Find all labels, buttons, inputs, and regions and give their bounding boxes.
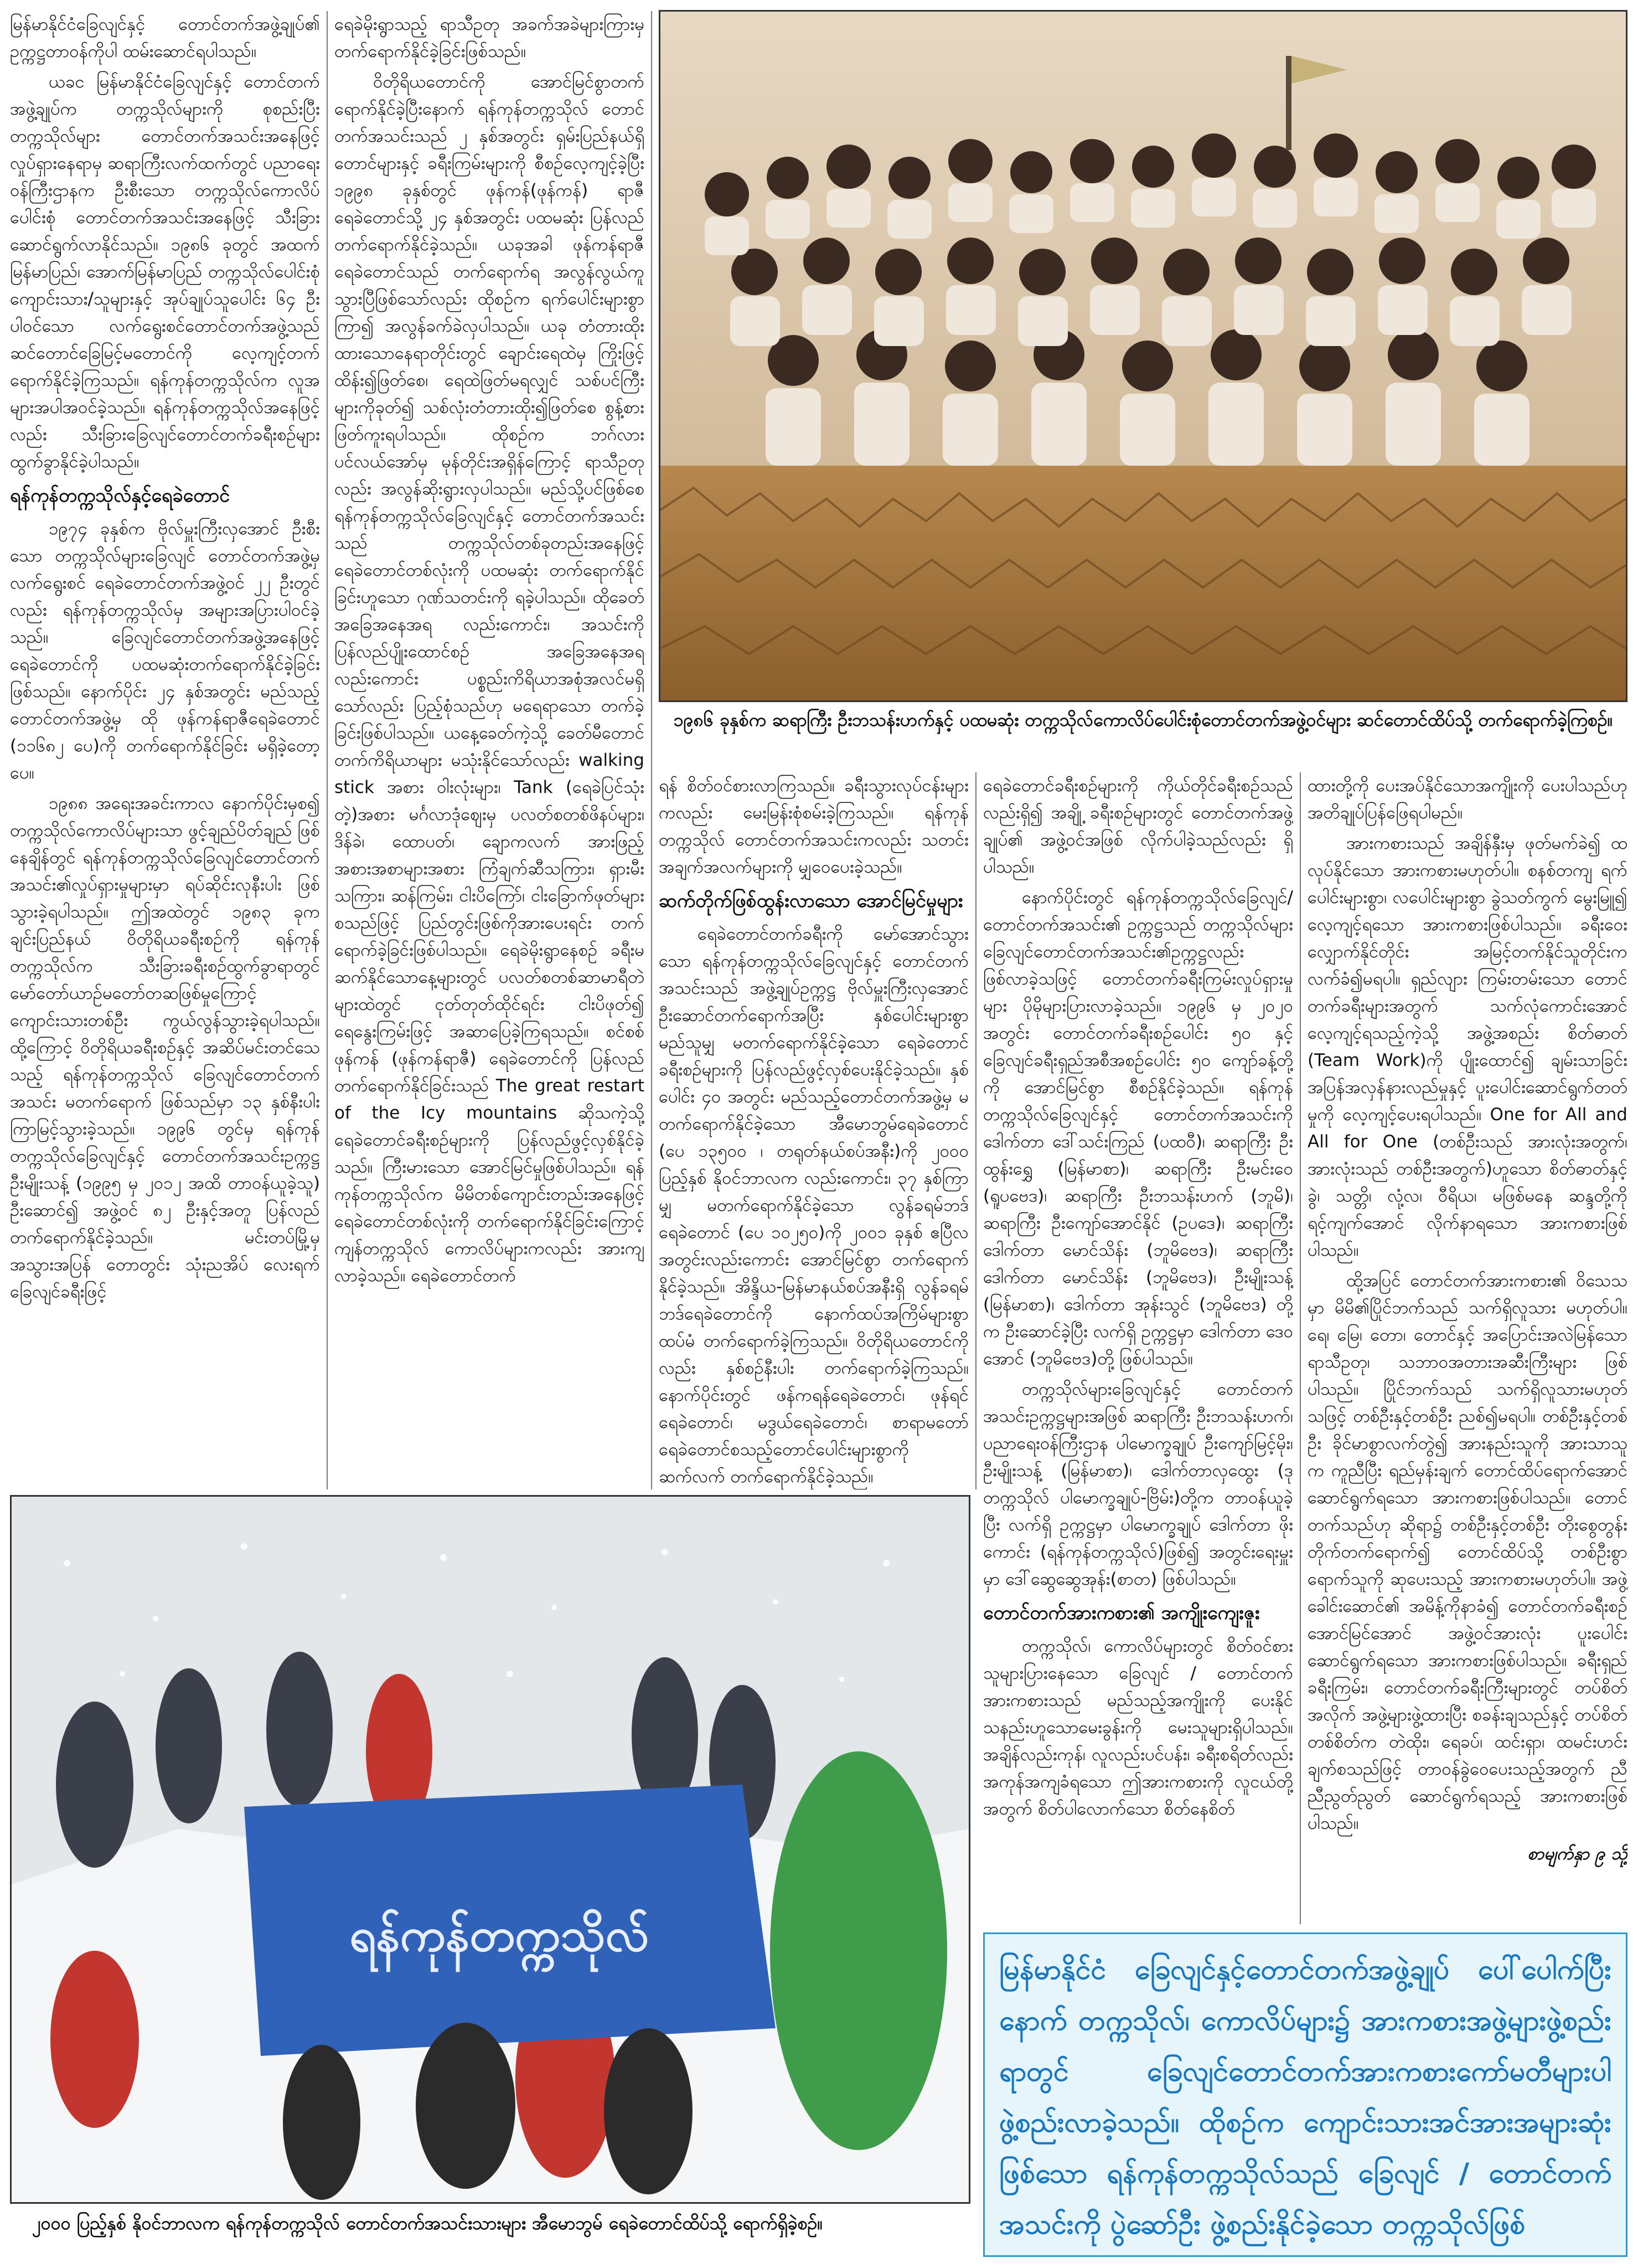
paragraph: ထို့အပြင် တောင်တက်အားကစား၏ ဝိသေသမှာ မိမိ၏ပြိုင်ဘက်သည် သက်ရှိလူသား မဟုတ်ပါ။ ရေ၊ မြေ၊ တော၊ တောင်နှင့် အပြောင်းအလဲမြန်သော ရာသီဥတု၊ သဘာဝအတားအဆီးကြီးများ ဖြစ်ပါသည်။ ပြိုင်ဘက်သည် သက်ရှိလူသားမဟုတ်သဖြင့် တစ်ဦးနှင့်တစ်ဦး ညစ်၍မရပါ။ တစ်ဦးနှင့်တစ်ဦး ခိုင်မာစွာလက်တွဲ၍ အားနည်းသူကို အားသာသူက ကူညီပြီး ရည်မှန်းချက် တောင်ထိပ်ရောက်အောင် ဆောင်ရွက်ရသော အားကစားဖြစ်ပါသည်။ တောင်တက်သည်ဟု ဆိုရာ၌ တစ်ဦးနှင့်တစ်ဦး တိုးစွေတွန်းတိုက်တက်ရောက်၍ တောင်ထိပ်သို့ တစ်ဦးစွာ ရောက်သူကို ဆုပေးသည့် အားကစားမဟုတ်ပါ။ အဖွဲ့ခေါင်းဆောင်၏ အမိန့်ကိုနာခံ၍ တောင်တက်ခရီးစဉ် အောင်မြင်အောင် အဖွဲ့ဝင်အားလုံး ပူးပေါင်းဆောင်ရွက်ရသော အားကစားဖြစ်ပါသည်။ ခရီးရှည်ခရီးကြမ်း၊ တောင်တက်ခရီးကြီးများတွင် တပ်စိတ်အလိုက် အဖွဲ့များဖွဲ့ထားပြီး စခန်းချသည်နှင့် တပ်စိတ်တစ်စိတ်က တဲထိုး၊ ရေခပ်၊ ထင်းရှာ၊ ထမင်းဟင်းချက်စသည်ဖြင့် တာဝန်ခွဲဝေပေးသည့်အတွက် ညီညီညွတ်ညွတ် ဆောင်ရွက်ရသည့် အားကစားဖြစ်ပါသည်။ bbox=[1308, 1271, 1627, 1833]
column-divider bbox=[975, 772, 976, 1489]
article-column-4 bbox=[983, 772, 1293, 1924]
continued-on-page: စာမျက်နှာ ၉ သို့ bbox=[1527, 1844, 1627, 1864]
group-photo-illustration bbox=[660, 12, 1626, 700]
summit-banner-text: ရန်ကုန်တက္ကသိုလ် bbox=[349, 1908, 649, 1962]
paragraph: ယခင မြန်မာနိုင်ငံခြေလျင်နှင့် တောင်တက်အဖွဲ့ချုပ်က တက္ကသိုလ်များကို စုစည်းပြီး တက္ကသိုလ်များ တောင်တက်အသင်းအနေဖြင့် လှုပ်ရှားနေရာမှ ဆရာကြီးလက်ထက်တွင် ပညာရေးဝန်ကြီးဌာနက ဦးစီးသော တက္ကသိုလ်ကောလိပ်ပေါင်းစုံ တောင်တက်အသင်းအနေဖြင့် သီးခြားဆောင်ရွက်လာနိုင်သည်။ ၁၉၈၆ ခုတွင် အထက်မြန်မာပြည်၊ အောက်မြန်မာပြည် တက္ကသိုလ်ပေါင်းစုံ ကျောင်းသား/သူများနှင့် အုပ်ချုပ်သူပေါင်း ၆၄ ဦးပါဝင်သော လက်ရွေးစင်တောင်တက်အဖွဲ့သည် ဆင်တောင်ခြေမြင့်မတောင်ကို လေ့ကျင့်တက်ရောက်နိုင်ခဲ့ကြသည်။ ရန်ကုန်တက္ကသိုလ်က လူအများအပါအဝင်ခဲ့သည်။ ရန်ကုန်တက္ကသိုလ်အနေဖြင့်လည်း သီးခြားခြေလျင်တောင်တက်ခရီးစဉ်များ ထွက်ခွာနိုင်ခဲ့ပါသည်။ bbox=[10, 72, 320, 472]
article-column-5 bbox=[1308, 772, 1627, 1924]
article-column-1 bbox=[10, 11, 320, 1489]
pull-quote-box: မြန်မာနိုင်ငံ ခြေလျင်နှင့်တောင်တက်အဖွဲ့ချုပ် ပေါ်ပေါက်ပြီးနောက် တက္ကသိုလ်၊ ကောလိပ်များ၌ အားကစားအဖွဲ့များဖွဲ့စည်းရာတွင် ခြေလျင်တောင်တက်အားကစားကော်မတီများပါ ဖွဲ့စည်းလာခဲ့သည်။ ထိုစဉ်က ကျောင်းသားအင်အားအများဆုံးဖြစ်သော ရန်ကုန်တက္ကသိုလ်သည် ခြေလျင် / တောင်တက်အသင်းကို ပွဲဆော်ဦး ဖွဲ့စည်းနိုင်ခဲ့သော တက္ကသိုလ်ဖြစ် bbox=[983, 1932, 1627, 2257]
paragraph: အားကစားသည် အချိန်နှီးမှ ဖုတ်မက်ခဲ၍ ထလုပ်နိုင်သော အားကစားမဟုတ်ပါ။ စနစ်တကျ ရက်ပေါင်းများစွာ၊ လပေါင်းများစွာ ခွဲသတ်ကွက် မွေးမြူ၍ လေ့ကျင့်ရသော အားကစားဖြစ်ပါသည်။ ခရီးဝေးလျှောက်နိုင်တိုင်း အမြင့်တက်နိုင်သူတိုင်းက လက်ခံ၍မရပါ။ ရှည်လျား ကြမ်းတမ်းသော တောင်တက်ခရီးများအတွက် သက်လုံကောင်းအောင် လေ့ကျင့်ရသည့်ကဲ့သို့ အဖွဲ့အစည်း စိတ်ဓာတ် (Team Work)ကို ပျိုးထောင်၍ ချမ်းသာခြင်း အပြန်အလှန်နားလည်မှုနှင့် ပူးပေါင်းဆောင်ရွက်တတ်မှုကို လေ့ကျင့်ပေးရပါသည်။ One for All and All for One (တစ်ဦးသည် အားလုံးအတွက်၊ အားလုံးသည် တစ်ဦးအတွက်)ဟူသော စိတ်ဓာတ်နှင့် ခွဲ၊ သတ္တိ၊ လုံ့လ၊ ဝီရိယ၊ မဖြစ်မနေ ဆန္ဒတို့ကို ရင့်ကျက်အောင် လိုက်နာရသော အားကစားဖြစ်ပါသည်။ bbox=[1308, 833, 1627, 1260]
paragraph: ၁၉၇၄ ခုနှစ်က ဗိုလ်မှူးကြီးလှအောင် ဦးစီးသော တက္ကသိုလ်များခြေလျင် တောင်တက်အဖွဲ့မှ လက်ရွေးစင် ရေခဲတောင်တက်အဖွဲ့ဝင် ၂၂ ဦးတွင်လည်း ရန်ကုန်တက္ကသိုလ်မှ အများအပြားပါဝင်ခဲ့သည်။ ခြေလျင်တောင်တက်အဖွဲ့အနေဖြင့် ရေခဲတောင်ကို ပထမဆုံးတက်ရောက်နိုင်ခဲ့ခြင်း ဖြစ်သည်။ နောက်ပိုင်း ၂၄ နှစ်အတွင်း မည်သည့်တောင်တက်အဖွဲ့မှ ထို ဖုန်ကန်ရာဇီရေခဲတောင် (၁၁၆၈၂ ပေ)ကို တက်ရောက်နိုင်ခြင်း မရှိခဲ့တော့ပေ။ bbox=[10, 519, 320, 783]
section-heading: တောင်တက်အားကစား၏ အကျိုးကျေးဇူး bbox=[983, 1602, 1260, 1624]
paragraph: တက္ကသိုလ်များခြေလျင်နှင့် တောင်တက်အသင်းဥက္ကဋ္ဌများအဖြစ် ဆရာကြီး ဦးဘသန်းဟက်၊ ပညာရေးဝန်ကြီးဌာန ပါမောက္ခချုပ် ဦးကျော်မြင့်မိုး၊ ဦးမျိုးသန့် (မြန်မာစာ)၊ ဒေါက်တာလှထွေး (ဒုတက္ကသိုလ် ပါမောက္ခချုပ်-ဗြိမ်း)တို့က တာဝန်ယူခဲ့ပြီး လက်ရှိ ဥက္ကဋ္ဌမှာ ပါမောက္ခချုပ် ဒေါက်တာ ဖိုးကောင်း (ရန်ကုန်တက္ကသိုလ်)ဖြစ်၍ အတွင်းရေးမှူးမှာ ဒေါ်ဆွေဆွေအုန်း(စာတ) ဖြစ်ပါသည်။ bbox=[983, 1379, 1293, 1589]
article-column-3 bbox=[659, 772, 969, 1489]
column-divider bbox=[651, 11, 652, 1489]
section-heading: ဆက်တိုက်ဖြစ်ထွန်းလာသော အောင်မြင်မှုများ bbox=[659, 890, 963, 912]
expedition-group-photo bbox=[659, 10, 1627, 702]
column-divider bbox=[1300, 772, 1301, 1924]
column-divider bbox=[327, 11, 328, 1489]
paragraph: ရေခဲမိုးရွာသည့် ရာသီဥတု အခက်အခဲများကြားမှ တက်ရောက်နိုင်ခဲ့ခြင်းဖြစ်သည်။ bbox=[334, 14, 644, 61]
paragraph: ရေခဲတောင်ခရီးစဉ်များကို ကိုယ်တိုင်ခရီးစဉ်သည်လည်းရှိ၍ အချို့ ခရီးစဉ်များတွင် တောင်တက်အဖွဲ့ချုပ်၏ အဖွဲ့ဝင်အဖြစ် လိုက်ပါခဲ့သည်လည်း ရှိပါသည်။ bbox=[983, 776, 1293, 877]
paragraph: ရေခဲတောင်တက်ခရီးကို မော်အောင်သွားသော ရန်ကုန်တက္ကသိုလ်ခြေလျင်နှင့် တောင်တက်အသင်းသည် အဖွဲ့ချုပ်ဥက္ကဋ္ဌ ဗိုလ်မှူးကြီးလှအောင် ဦးဆောင်တက်ရောက်အပြီး နှစ်ပေါင်းများစွာ မည်သူမျှ မတက်ရောက်နိုင်ခဲ့သော ရေခဲတောင်ခရီးစဉ်များကို ပြန်လည်ဖွင့်လှစ်ပေးနိုင်ခဲ့သည်။ နှစ်ပေါင်း ၄၀ အတွင်း မည်သည့်တောင်တက်အဖွဲ့မှ မတက်ရောက်နိုင်ခဲ့သော အီမောဘွမ်ရေခဲတောင် (ပေ ၁၃၅၀၀ ၊ တရုတ်နယ်စပ်အနီး)ကို ၂၀၀၀ ပြည့်နှစ် နိုဝင်ဘာလက လည်းကောင်း၊ ၃၇ နှစ်ကြာမျှ မတက်ရောက်နိုင်ခဲ့သော လွန်ခရမ်ဘဒ်ရေခဲတောင် (ပေ ၁၀၂၅၀)ကို ၂၀၀၁ ခုနှစ် ဧပြီလအတွင်းလည်းကောင်း အောင်မြင်စွာ တက်ရောက်နိုင်ခဲ့သည်။ အိန္ဒိယ-မြန်မာနယ်စပ်အနီးရှိ လွန်ခရမ်ဘဒ်ရေခဲတောင်ကို နောက်ထပ်အကြိမ်များစွာ ထပ်မံ တက်ရောက်ခဲ့ကြသည်။ ဝိတိုရိယတောင်ကိုလည်း နှစ်စဉ်နီးပါး တက်ရောက်ခဲ့ကြသည်။ နောက်ပိုင်းတွင် ဖန်ကရန်ရေခဲတောင်၊ ဖုန်ရင်ရေခဲတောင်၊ မဒွယ်ရေခဲတောင်၊ စာရာမတော်ရေခဲတောင်စသည့်တောင်ပေါင်းများစွာကို ဆက်လက် တက်ရောက်နိုင်ခဲ့သည်။ bbox=[659, 924, 969, 1487]
top-photo-caption: ၁၉၈၆ ခုနှစ်က ဆရာကြီး ဦးဘသန်းဟက်နှင့် ပထမဆုံး တက္ကသိုလ်ကောလိပ်ပေါင်းစုံတောင်တက်အဖွဲ့ဝင်များ ဆင်တောင်ထိပ်သို့ တက်ရောက်ခဲ့ကြစဉ်။ bbox=[659, 703, 1627, 764]
paragraph: ၁၉၈၈ အရေးအခင်းကာလ နောက်ပိုင်းမှစ၍ တက္ကသိုလ်ကောလိပ်များသာ ဖွင့်ချည်ပိတ်ချည် ဖြစ်နေချိန်တွင် ရန်ကုန်တက္ကသိုလ်ခြေလျင်တောင်တက်အသင်း၏လှုပ်ရှားမှုများမှာ ရပ်ဆိုင်းလုနီးပါး ဖြစ်သွားခဲ့ရပါသည်။ ဤအထဲတွင် ၁၉၈၃ ခုက ချင်းပြည်နယ် ဝိတိုရိယခရီးစဉ်ကို ရန်ကုန်တက္ကသိုလ်က သီးခြားခရီးစဉ်ထွက်ခွာရာတွင် မော်တော်ယာဉ်မတော်တဆဖြစ်မှုကြောင့် ကျောင်းသားတစ်ဦး ကွယ်လွန်သွားခဲ့ရပါသည်။ ထို့ကြောင့် ဝိတိုရိယခရီးစဉ်နှင့် အဆိပ်မင်းတင်သေသည့် ရန်ကုန်တက္ကသိုလ် ခြေလျင်တောင်တက်အသင်း မတက်ရောက် ဖြစ်သည်မှာ ၁၃ နှစ်နီးပါး ကြာမြင့်သွားခဲ့သည်။ ၁၉၉၆ တွင်မှ ရန်ကုန်တက္ကသိုလ်ခြေလျင်နှင့် တောင်တက်အသင်းဥက္ကဋ္ဌ ဦးမျိုးသန့် (၁၉၉၅ မှ ၂၀၁၂ အထိ တာဝန်ယူခဲ့သူ) ဦးဆောင်၍ အဖွဲ့ဝင် ၈၂ ဦးနှင့်အတူ ပြန်လည် တက်ရောက်နိုင်ခဲ့သည်။ မင်းတပ်မြို့မှ အသွားအပြန် တောတွင်း သုံးညအိပ် လေးရက် ခြေလျင်ခရီးဖြင့် bbox=[10, 793, 320, 1302]
section-heading: ရန်ကုန်တက္ကသိုလ်နှင့်ရေခဲတောင် bbox=[10, 484, 230, 507]
paragraph: ဝိတိုရိယတောင်ကို အောင်မြင်စွာတက်ရောက်နိုင်ခဲ့ပြီးနောက် ရန်ကုန်တက္ကသိုလ် တောင်တက်အသင်းသည် ၂ နှစ်အတွင်း ရှမ်းပြည်နယ်ရှိ တောင်များနှင့် ခရီးကြမ်းများကို စီစဉ်လေ့ကျင့်ခဲ့ပြီး ၁၉၉၈ ခုနှစ်တွင် ဖုန်ကန်(ဖုန်ကန်) ရာဇီ ရေခဲတောင်သို့ ၂၄ နှစ်အတွင်း ပထမဆုံး ပြန်လည်တက်ရောက်နိုင်ခဲ့သည်။ ယခုအခါ ဖုန်ကန်ရာဇီ ရေခဲတောင်သည် တက်ရောက်ရ အလွန်လွယ်ကူသွားပြီဖြစ်သော်လည်း ထိုစဉ်က ရက်ပေါင်းများစွာကြာ၍ အလွန်ခက်ခဲလှပါသည်။ ယခု တံတားထိုးထားသောနေရာတိုင်းတွင် ချောင်းရေထဲမှ ကြိုးဖြင့်ထိန်း၍ဖြတ်စေ၊ ရေထဲဖြတ်မရလျှင် သစ်ပင်ကြီးများကိုခုတ်၍ သစ်လုံးတံတားထိုး၍ဖြတ်စေ စွန့်စားဖြတ်ကူးရပါသည်။ ထိုစဉ်က ဘဂ်လားပင်လယ်အော်မှ မုန်တိုင်းအရှိန်ကြောင့် ရာသီဥတုလည်း အလွန်ဆိုးရွားလှပါသည်။ မည်သို့ပင်ဖြစ်စေ ရန်ကုန်တက္ကသိုလ်ခြေလျင်နှင့် တောင်တက်အသင်းသည် တက္ကသိုလ်တစ်ခုတည်းအနေဖြင့် ရေခဲတောင်တစ်လုံးကို ပထမဆုံး တက်ရောက်နိုင်ခြင်းဟူသော ဂုဏ်သတင်းကို ရခဲ့ပါသည်။ ထိုခေတ် အခြေအနေအရ လည်းကောင်း၊ အသင်းကိုပြန်လည်ပျိုးထောင်စဉ် အခြေအနေအရလည်းကောင်း ပစ္စည်းကိရိယာအစုံအလင်မရှိသော်လည်း ပြည့်စုံသည်ဟု မရေရာသော တက်ခဲ့ခြင်းဖြစ်ပါသည်။ ယနေ့ခေတ်ကဲ့သို့ ခေတ်မီတောင်တက်ကိရိယာများ မသုံးနိုင်သော်လည်း walking stick အစား ဝါးလုံးများ၊ Tank (ရေခဲပြင်သုံးတဲ့)အစား မင်္ဂလာဒုံဈေးမှ ပလတ်စတစ်ဖိနပ်များ၊ ဒိန်ခဲ၊ ထောပတ်၊ ချောကလက် အားဖြည့်အစားအစာများအစား ကြံချက်ဆီသကြား၊ ရှားမီးသကြား၊ ဆန်ကြမ်း၊ ငါးပိကြော်၊ ငါးခြောက်ဖုတ်များ စသည်ဖြင့် ပြည်တွင်းဖြစ်ကိုအားပေးရင်း တက်ရောက်ခဲ့ခြင်းဖြစ်ပါသည်။ ရေခဲမိုးရွာနေစဉ် ခရီးမဆက်နိုင်သောနေ့များတွင် ပလတ်စတစ်ဆာမာရီတဲများထဲတွင် ငုတ်တုတ်ထိုင်ရင်း ငါးပိဖုတ်၍ ရေနွေးကြမ်းဖြင့် အဆာပြေခဲ့ကြရသည်။ စင်စစ် ဖုန်ကန် (ဖုန်ကန်ရာဇီ) ရေခဲတောင်ကို ပြန်လည်တက်ရောက်နိုင်ခြင်းသည် The great restart of the Icy mountains ဆိုသကဲ့သို့ ရေခဲတောင်ခရီးစဉ်များကို ပြန်လည်ဖွင့်လှစ်နိုင်ခဲ့သည်။ ကြီးမားသော အောင်မြင်မှုဖြစ်ပါသည်။ ရန်ကုန်တက္ကသိုလ်က မိမိတစ်ကျောင်းတည်းအနေဖြင့် ရေခဲတောင်တစ်လုံးကို တက်ရောက်နိုင်ခြင်းကြောင့် ကျန်တက္ကသိုလ် ကောလိပ်များကလည်း အားကျလာခဲ့သည်။ ရေခဲတောင်တက် bbox=[334, 72, 644, 1286]
paragraph: ရန် စိတ်ဝင်စားလာကြသည်။ ခရီးသွားလုပ်ငန်းများကလည်း မေးမြန်းစုံစမ်းခဲ့ကြသည်။ ရန်ကုန်တက္ကသိုလ် တောင်တက်အသင်းကလည်း သတင်းအချက်အလက်များကို မျှဝေပေးခဲ့သည်။ bbox=[659, 776, 969, 877]
paragraph: ထားတို့ကို ပေးအပ်နိုင်သောအကျိုးကို ပေးပါသည်ဟု အတိချုပ်ပြန်ဖြေရပါမည်။ bbox=[1308, 776, 1627, 823]
summit-photo-illustration bbox=[12, 1497, 969, 2202]
article-column-2 bbox=[334, 11, 644, 1489]
paragraph: မြန်မာနိုင်ငံခြေလျင်နှင့် တောင်တက်အဖွဲ့ချုပ်၏ ဥက္ကဋ္ဌတာဝန်ကိုပါ ထမ်းဆောင်ရပါသည်။ bbox=[10, 14, 320, 61]
paragraph: နောက်ပိုင်းတွင် ရန်ကုန်တက္ကသိုလ်ခြေလျင်/တောင်တက်အသင်း၏ ဥက္ကဋ္ဌသည် တက္ကသိုလ်များခြေလျင်တောင်တက်အသင်း၏ဥက္ကဋ္ဌလည်း ဖြစ်လာခဲ့သဖြင့် တောင်တက်ခရီးကြမ်းလှုပ်ရှားမှုများ ပိုမိုများပြားလာခဲ့သည်။ ၁၉၉၆ မှ ၂၀၂၀ အတွင်း တောင်တက်ခရီးစဉ်ပေါင်း ၅၀ နှင့် ခြေလျင်ခရီးရှည်အစီအစဉ်ပေါင်း ၅၀ ကျော်ခန့်တို့ကို အောင်မြင်စွာ စီစဉ်နိုင်ခဲ့သည်။ ရန်ကုန်တက္ကသိုလ်ခြေလျင်နှင့် တောင်တက်အသင်းကို ဒေါက်တာ ဒေါ်သင်းကြည် (ပထဝီ)၊ ဆရာကြီး ဦးထွန်းရွှေ (မြန်မာစာ)၊ ဆရာကြီး ဦးမင်းဝေ (ရူပဗေဒ)၊ ဆရာကြီး ဦးဘသန်းဟက် (ဘူမိ)၊ ဆရာကြီး ဦးကျော်အောင်နိုင် (ဥပဒေ)၊ ဆရာကြီး ဒေါက်တာ မောင်သိန်း (ဘူမိဗေဒ)၊ ဆရာကြီး ဒေါက်တာ မောင်သိန်း (ဘူမိဗေဒ)၊ ဦးမျိုးသန့် (မြန်မာစာ)၊ ဒေါက်တာ အုန်းသွင် (ဘူမိဗေဒ) တို့က ဦးဆောင်ခဲ့ပြီး လက်ရှိ ဥက္ကဋ္ဌမှာ ဒေါက်တာ ဒေဝအောင် (ဘူမိဗေဒ)တို့ ဖြစ်ပါသည်။ bbox=[983, 888, 1293, 1369]
bottom-photo-caption: ၂၀၀၀ ပြည့်နှစ် နိုဝင်ဘာလက ရန်ကုန်တက္ကသိုလ် တောင်တက်အသင်းသားများ အီမောဘွမ် ရေခဲတောင်ထိပ်သို့ ရောက်ရှိခဲ့စဉ်။ bbox=[10, 2207, 970, 2257]
paragraph: တက္ကသိုလ်၊ ကောလိပ်များတွင် စိတ်ဝင်စားသူများပြားနေသော ခြေလျင် / တောင်တက်အားကစားသည် မည်သည့်အကျိုးကို ပေးနိုင်သနည်းဟူသောမေးခွန်းကို မေးသူများရှိပါသည်။ အချိန်လည်းကုန်၊ လူလည်းပင်ပန်း၊ ခရီးစရိတ်လည်း အကုန်အကျခံရသော ဤအားကစားကို လူငယ်တို့အတွက် စိတ်ပါလောက်သော စိတ်နေစိတ် bbox=[983, 1636, 1293, 1819]
summit-snow-photo bbox=[10, 1495, 970, 2204]
